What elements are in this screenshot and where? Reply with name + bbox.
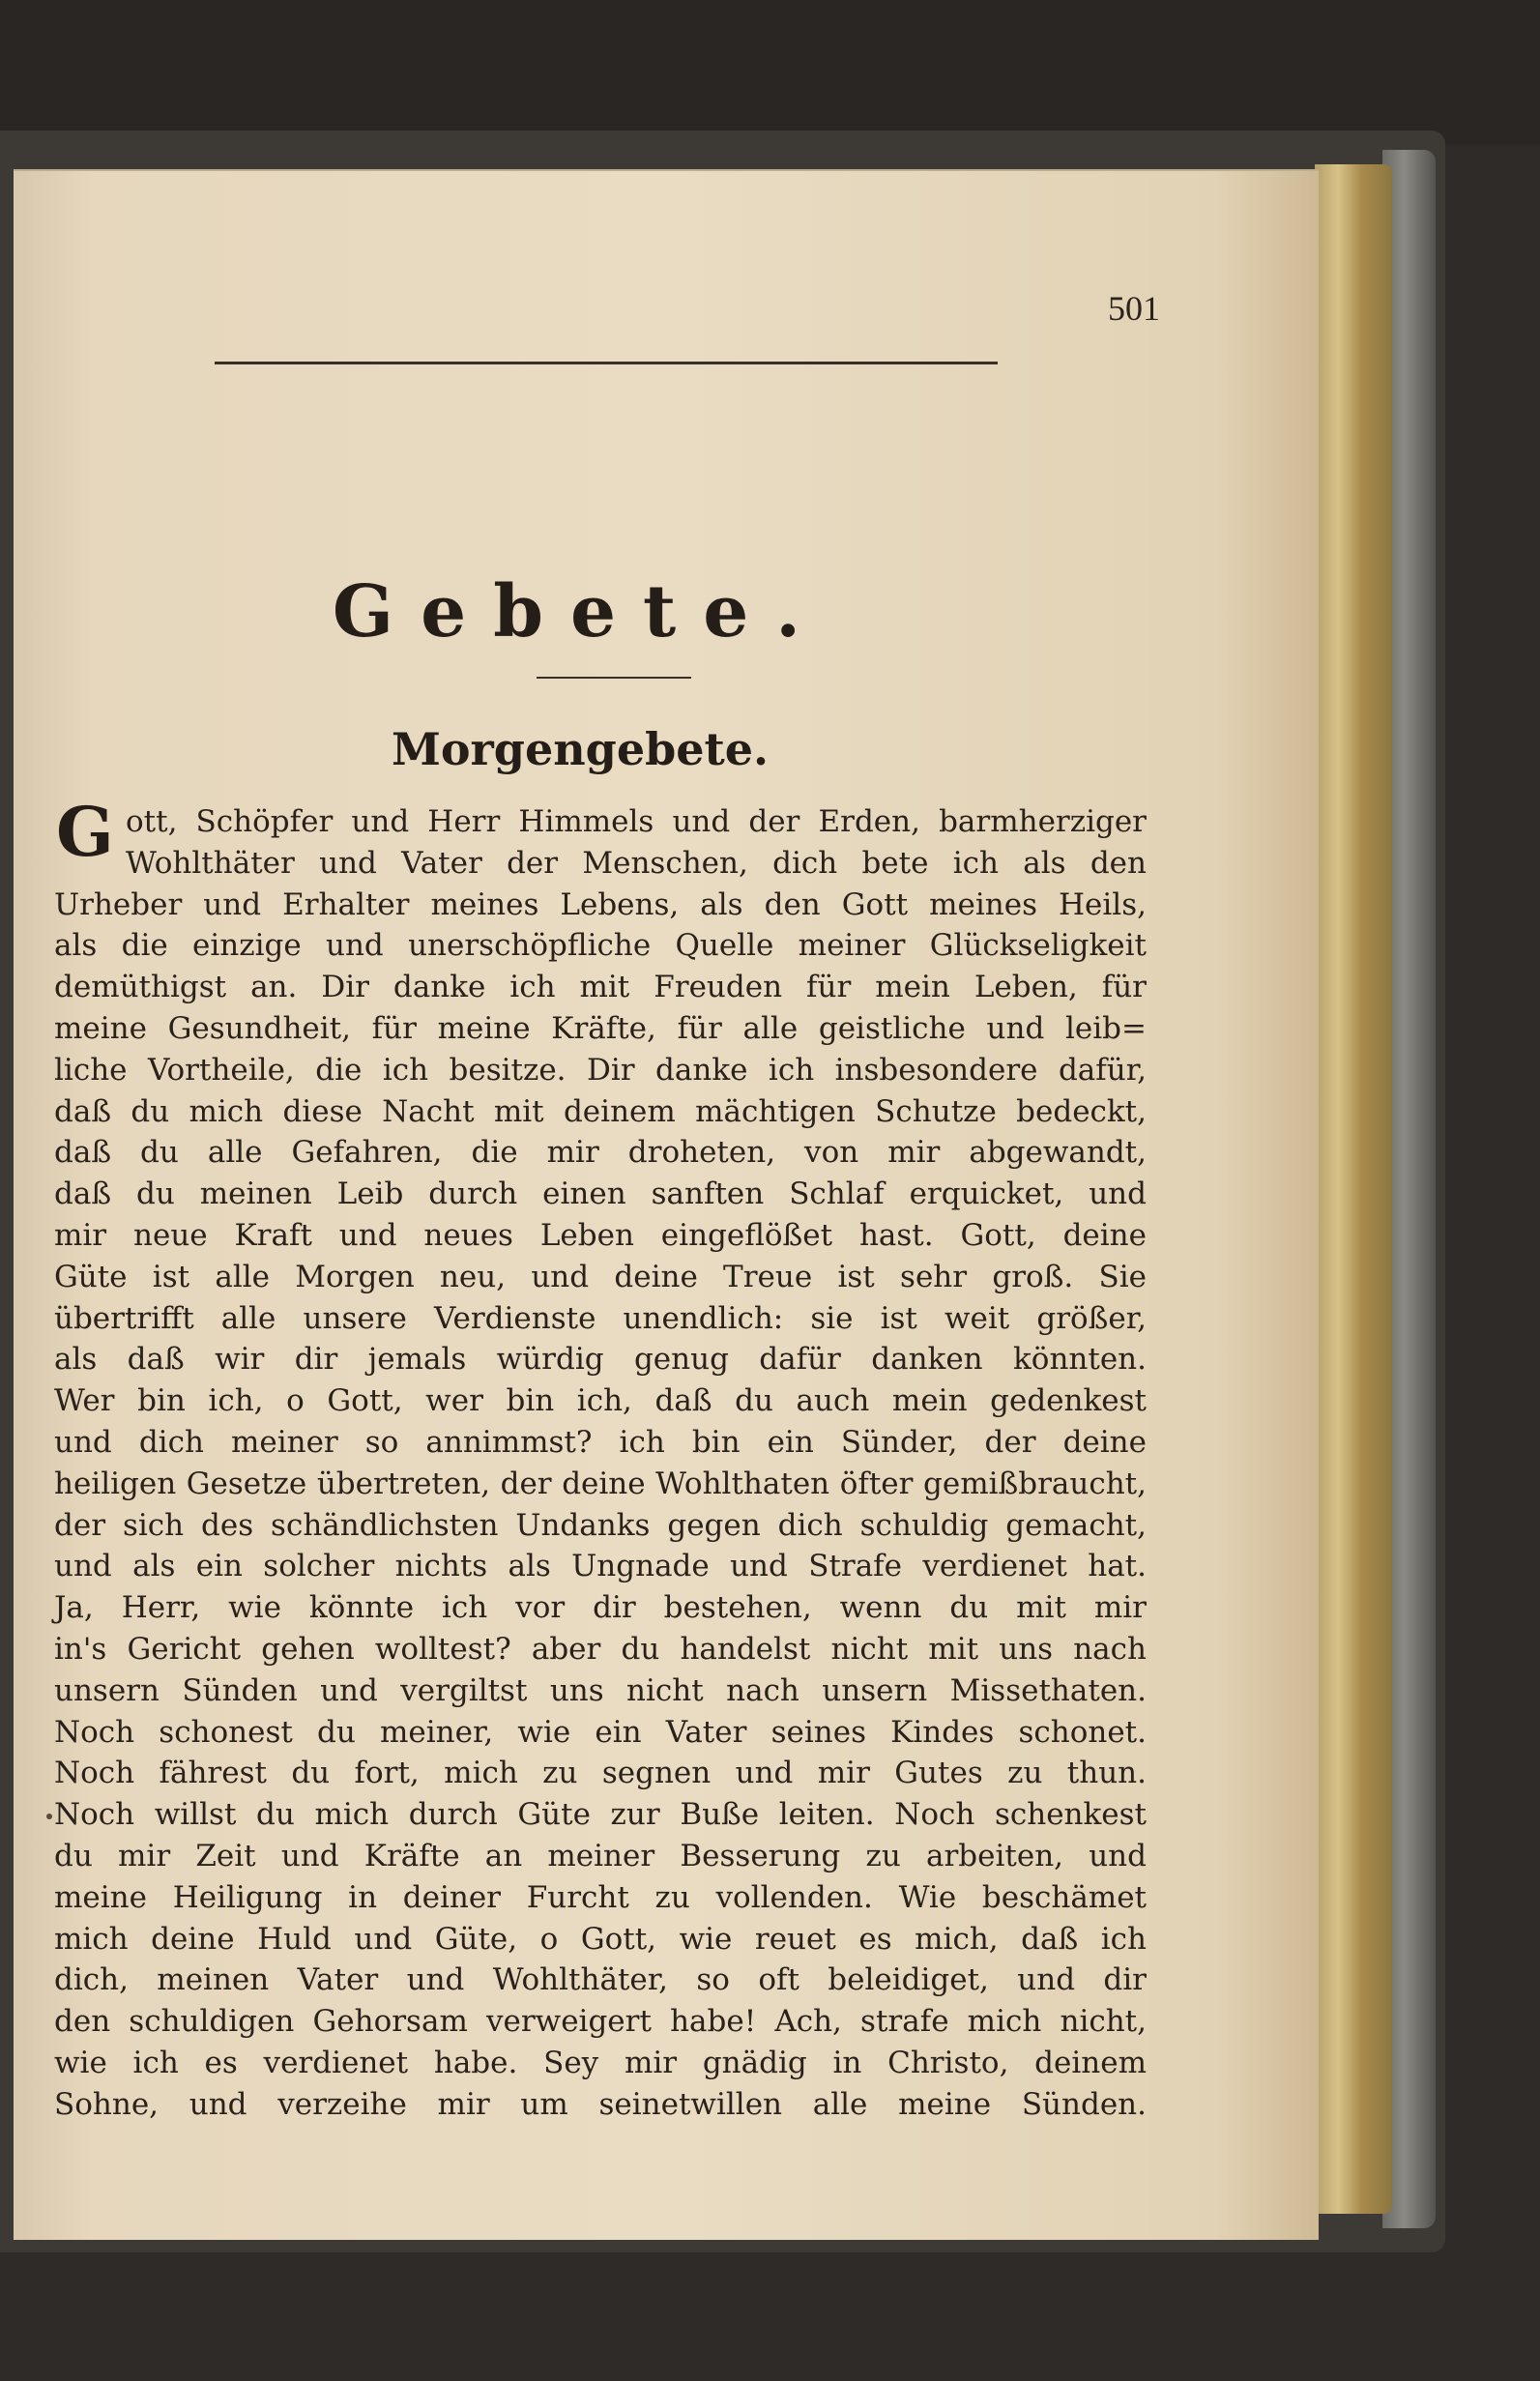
text-line: übertrifft alle unsere Verdienste unendlich: sie ist weit größer, [54,1300,1147,1336]
text-line: Sohne, und verzeihe mir um seinetwillen alle meine Sünden. [54,2086,1147,2122]
drop-cap: G [56,792,114,872]
header-rule [215,362,998,364]
text-line: Wohlthäter und Vater der Menschen, dich bete ich als den [126,845,1147,881]
prayer-heading: Morgengebete. [391,723,770,775]
backdrop [0,0,1540,145]
section-title: Gebete. [332,570,828,653]
text-line: daß du mich diese Nacht mit deinem mächtigen Schutze bedeckt, [54,1093,1147,1129]
text-line: dich, meinen Vater und Wohlthäter, so oft beleidiget, und dir [54,1962,1147,1998]
text-line: Ja, Herr, wie könnte ich vor dir bestehen, wenn du mit mir [54,1590,1147,1626]
text-line: Urheber und Erhalter meines Lebens, als den Gott meines Heils, [54,886,1147,922]
text-line: daß du meinen Leib durch einen sanften Schlaf erquicket, und [54,1176,1147,1212]
text-line: unsern Sünden und vergiltst uns nicht nach unsern Missethaten. [54,1672,1147,1708]
text-line: der sich des schändlichsten Undanks gegen dich schuldig gemacht, [54,1507,1147,1543]
title-divider [537,677,691,679]
gilt-page-edge [1315,164,1392,2214]
text-line: liche Vortheile, die ich besitze. Dir danke ich insbesondere dafür, [54,1052,1147,1088]
text-line: wie ich es verdienet habe. Sey mir gnädig in Christo, deinem [54,2046,1147,2080]
text-line: meine Heiligung in deiner Furcht zu vollenden. Wie beschämet [54,1879,1147,1915]
text-line: als daß wir dir jemals würdig genug dafür danken könnten. [54,1342,1147,1378]
text-line: daß du alle Gefahren, die mir droheten, von mir abgewandt, [54,1135,1147,1171]
text-line: als die einzige und unerschöpfliche Quelle meiner Glückseligkeit [54,928,1147,964]
text-line: meine Gesundheit, für meine Kräfte, für alle geistliche und leib= [54,1011,1147,1046]
text-line: den schuldigen Gehorsam verweigert habe! Ach, strafe mich nicht, [54,2004,1147,2040]
text-line: in's Gericht gehen wolltest? aber du handelst nicht mit uns nach [54,1632,1147,1667]
text-line: Wer bin ich, o Gott, wer bin ich, daß du auch mein gedenkest [54,1383,1147,1419]
text-line: du mir Zeit und Kräfte an meiner Besserung zu arbeiten, und [54,1839,1147,1873]
text-line: heiligen Gesetze übertreten, der deine Wohlthaten öfter gemißbraucht, [54,1466,1147,1501]
text-line: Noch schonest du meiner, wie ein Vater seines Kindes schonet. [54,1714,1147,1750]
page-number: 501 [1108,289,1160,328]
text-line: und als ein solcher nichts als Ungnade und Strafe verdienet hat. [54,1549,1147,1584]
text-line: mich deine Huld und Güte, o Gott, wie reuet es mich, daß ich [54,1921,1147,1957]
text-line: Noch fährest du fort, mich zu segnen und mir Gutes zu thun. [54,1756,1147,1791]
text-line: Noch willst du mich durch Güte zur Buße leiten. Noch schenkest [54,1797,1147,1833]
text-line: ott, Schöpfer und Herr Himmels und der Erden, barmherziger [126,804,1147,839]
text-line: und dich meiner so annimmst? ich bin ein Sünder, der deine [54,1425,1147,1460]
text-line: Güte ist alle Morgen neu, und deine Treue ist sehr groß. Sie [54,1259,1147,1294]
text-line: mir neue Kraft und neues Leben eingeflößet hast. Gott, deine [54,1218,1147,1253]
margin-mark [46,1814,52,1819]
text-line: demüthigst an. Dir danke ich mit Freuden für mein Leben, für [54,970,1147,1005]
